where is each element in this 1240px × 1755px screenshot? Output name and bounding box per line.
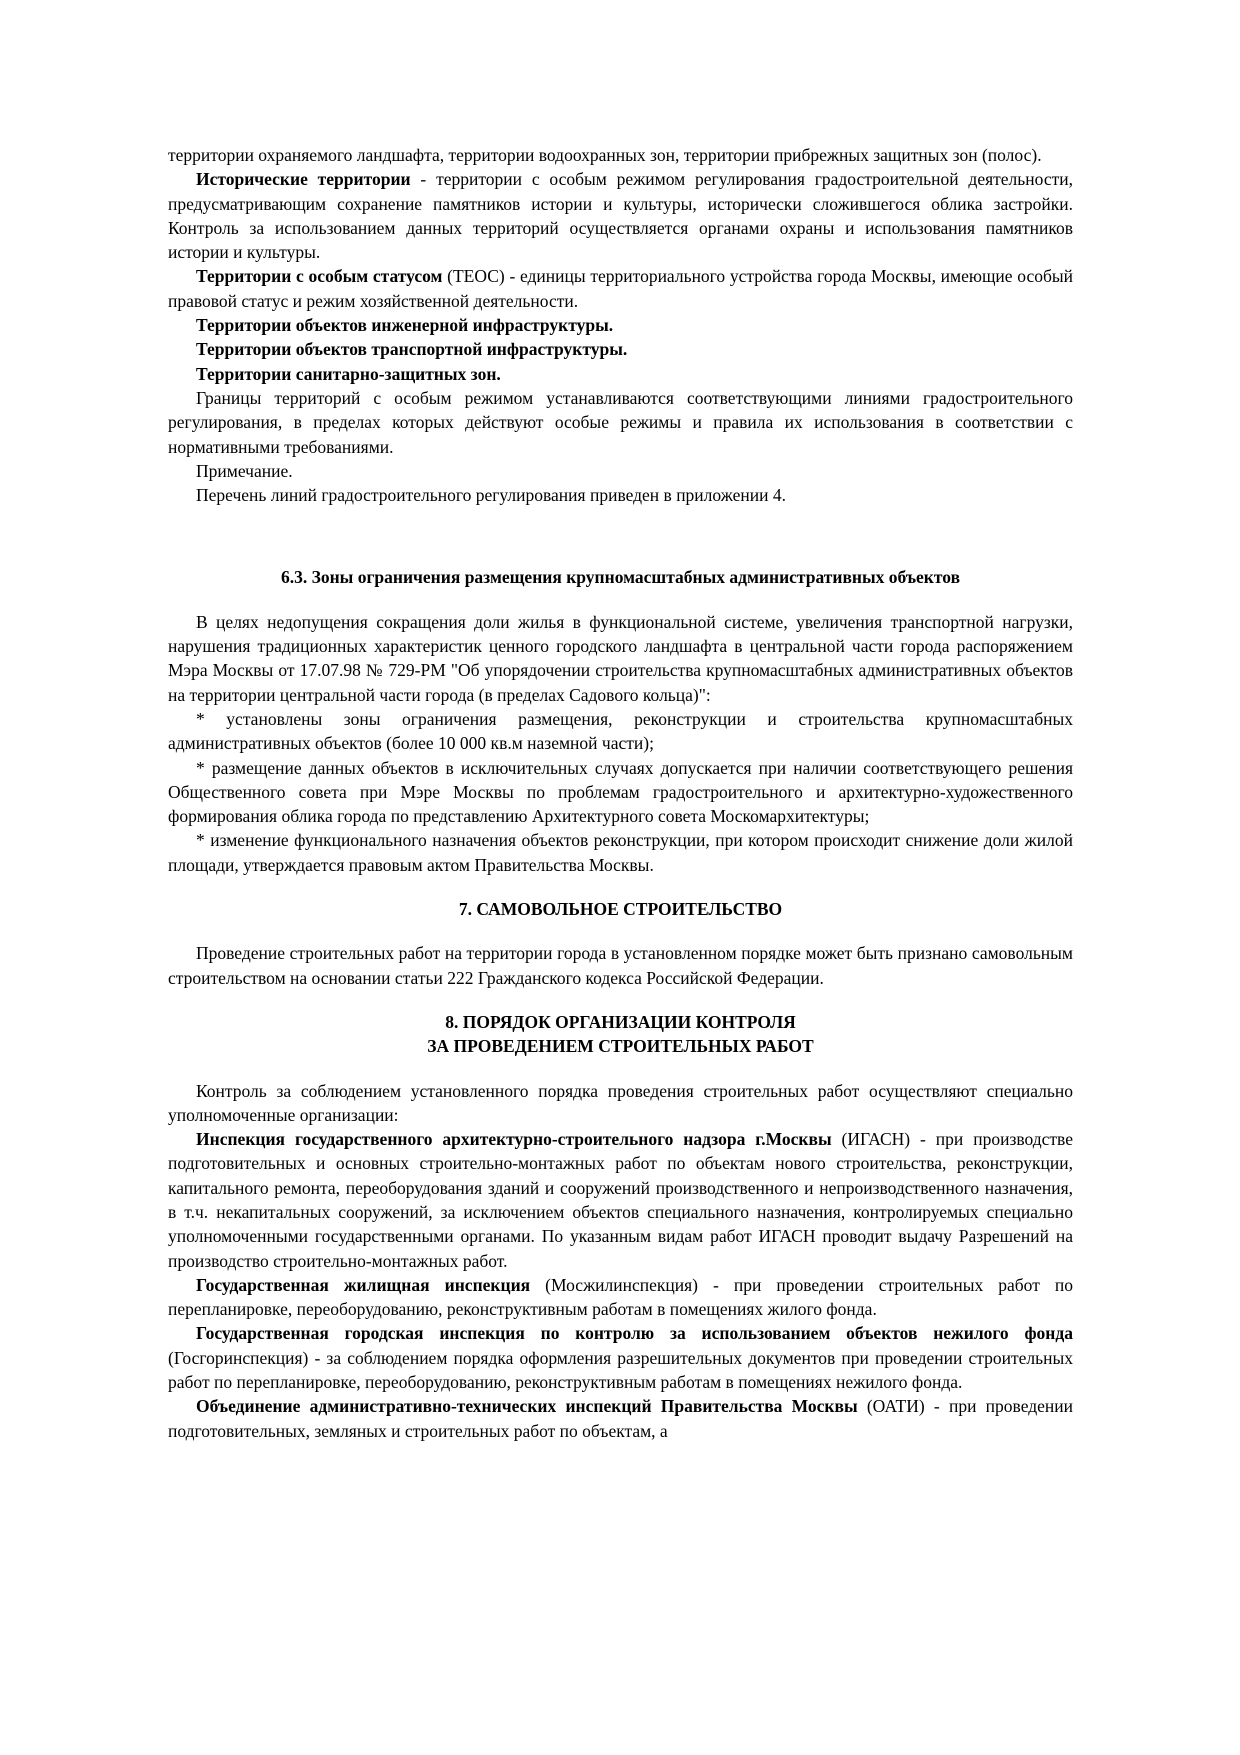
paragraph-territory-borders: Границы территорий с особым режимом устанавливаются соответствующими линиями градостроительного регулирования, в пределах которых действуют особые режимы и правила их использования в соответствии с нормативными требованиями. (168, 387, 1073, 457)
section-6-3-item-3: * изменение функционального назначения объектов реконструкции, при котором происходит снижение доли жилой площади, утверждается правовым актом Правительства Москвы. (168, 830, 1073, 875)
definition-engineering-infrastructure (168, 313, 1073, 337)
paragraph-oati (168, 1394, 1073, 1443)
paragraph-gosgorinspekcia (168, 1321, 1073, 1394)
org-body-oati: (ОАТИ) - при проведении подготовительных, земляных и строительных работ по объектам, а (168, 1396, 1073, 1441)
note-text: Перечень линий градостроительного регулирования приведен в приложении 4. (196, 485, 786, 506)
section-6-3-heading: 6.3. Зоны ограничения размещения крупномасштабных административных объектов (280, 567, 961, 588)
definition-term-historical: Исторические территории (196, 169, 411, 190)
section-6-3-item-1: * установлены зоны ограничения размещения, реконструкции и строительства крупномасштабных административных объектов (более 10 000 кв.м наземной части); (168, 708, 1073, 754)
definition-term-sanitary: Территории санитарно-защитных зон. (196, 363, 501, 384)
section-8-heading-line1: 8. ПОРЯДОК ОРГАНИЗАЦИИ КОНТРОЛЯ (445, 1011, 796, 1032)
org-name-igasn: Инспекция государственного архитектурно-строительного надзора г.Москвы (196, 1129, 832, 1150)
org-name-gosgorinspekcia: Государственная городская инспекция по контролю за использованием объектов нежилого фонда (196, 1323, 1073, 1344)
definition-historical-territories (168, 167, 1073, 264)
org-body-moszhilinspekcia: (Мосжилинспекция) - при проведении строительных работ по перепланировке, переоборудованию, реконструктивным работам в помещениях жилого фонда. (168, 1274, 1073, 1320)
definition-term-engineering: Территории объектов инженерной инфраструктуры. (196, 315, 614, 336)
definition-body-special-status: (ТЕОС) - единицы территориального устройства города Москвы, имеющие особый правовой статус и режим хозяйственной деятельности. (168, 266, 1074, 311)
section-7-heading: 7. САМОВОЛЬНОЕ СТРОИТЕЛЬСТВО (458, 899, 783, 920)
paragraph-igasn (168, 1127, 1073, 1273)
org-body-gosgorinspekcia: (Госгоринспекция) - за соблюдением порядка оформления разрешительных документов при проведении строительных работ по перепланировке, переоборудованию, реконструктивным работам в помещениях нежилого фонда. (168, 1347, 1073, 1393)
definition-sanitary-zones (168, 362, 1073, 386)
org-body-igasn: (ИГАСН) - при производстве подготовительных и основных строительно-монтажных работ по объектам нового строительства, реконструкции, капитального ремонта, переоборудования зданий и сооружений производственного и непроизводственного назначения, в т.ч. некапитальных сооружений, за исключением объектов специального назначения, контролируемых специально уполномоченными государственными органами. По указанным видам работ ИГАСН проводит выдачу Разрешений на производство строительно-монтажных работ. (168, 1129, 1073, 1271)
note-label: Примечание. (196, 460, 293, 481)
definition-term-special-status: Территории с особым статусом (196, 266, 443, 287)
section-6-3-intro: В целях недопущения сокращения доли жилья в функциональной системе, увеличения транспортной нагрузки, нарушения традиционных характеристик ценного городского ландшафта в центральной части города распоряжением Мэра Москвы от 17.07.98 № 729-РМ "Об упорядочении строительства крупномасштабных административных объектов на территории центральной части города (в пределах Садового кольца)": (168, 611, 1073, 705)
section-6-3-item-2: * размещение данных объектов в исключительных случаях допускается при наличии соответствующего решения Общественного совета при Мэре Москвы по проблемам градостроительного и архитектурно-художественного формирования облика города по представлению Архитектурного совета Москомархитектуры; (168, 757, 1073, 827)
section-8-intro: Контроль за соблюдением установленного порядка проведения строительных работ осуществляют специально уполномоченные организации: (168, 1080, 1073, 1125)
paragraph-moszhilinspekcia (168, 1273, 1073, 1322)
section-7-body: Проведение строительных работ на территории города в установленном порядке может быть признано самовольным строительством на основании статьи 222 Гражданского кодекса Российской Федерации. (168, 943, 1073, 988)
definition-term-transport: Территории объектов транспортной инфраструктуры. (196, 339, 628, 360)
org-name-moszhilinspekcia: Государственная жилищная инспекция (196, 1274, 531, 1295)
org-name-oati: Объединение административно-технических инспекций Правительства Москвы (196, 1396, 858, 1417)
definition-body-historical: - территории с особым режимом регулирования градостроительной деятельности, предусматривающим сохранение памятников истории и культуры, исторически сложившегося облика застройки. Контроль за использованием данных территорий осуществляется органами охраны и использования памятников истории и культуры. (168, 169, 1073, 263)
definition-special-status-territories (168, 264, 1073, 313)
paragraph-protected-zones-continuation: территории охраняемого ландшафта, территории водоохранных зон, территории прибрежных защитных зон (полос). (168, 145, 1042, 165)
section-8-heading-line2: ЗА ПРОВЕДЕНИЕМ СТРОИТЕЛЬНЫХ РАБОТ (427, 1036, 814, 1057)
definition-transport-infrastructure (168, 337, 1073, 361)
